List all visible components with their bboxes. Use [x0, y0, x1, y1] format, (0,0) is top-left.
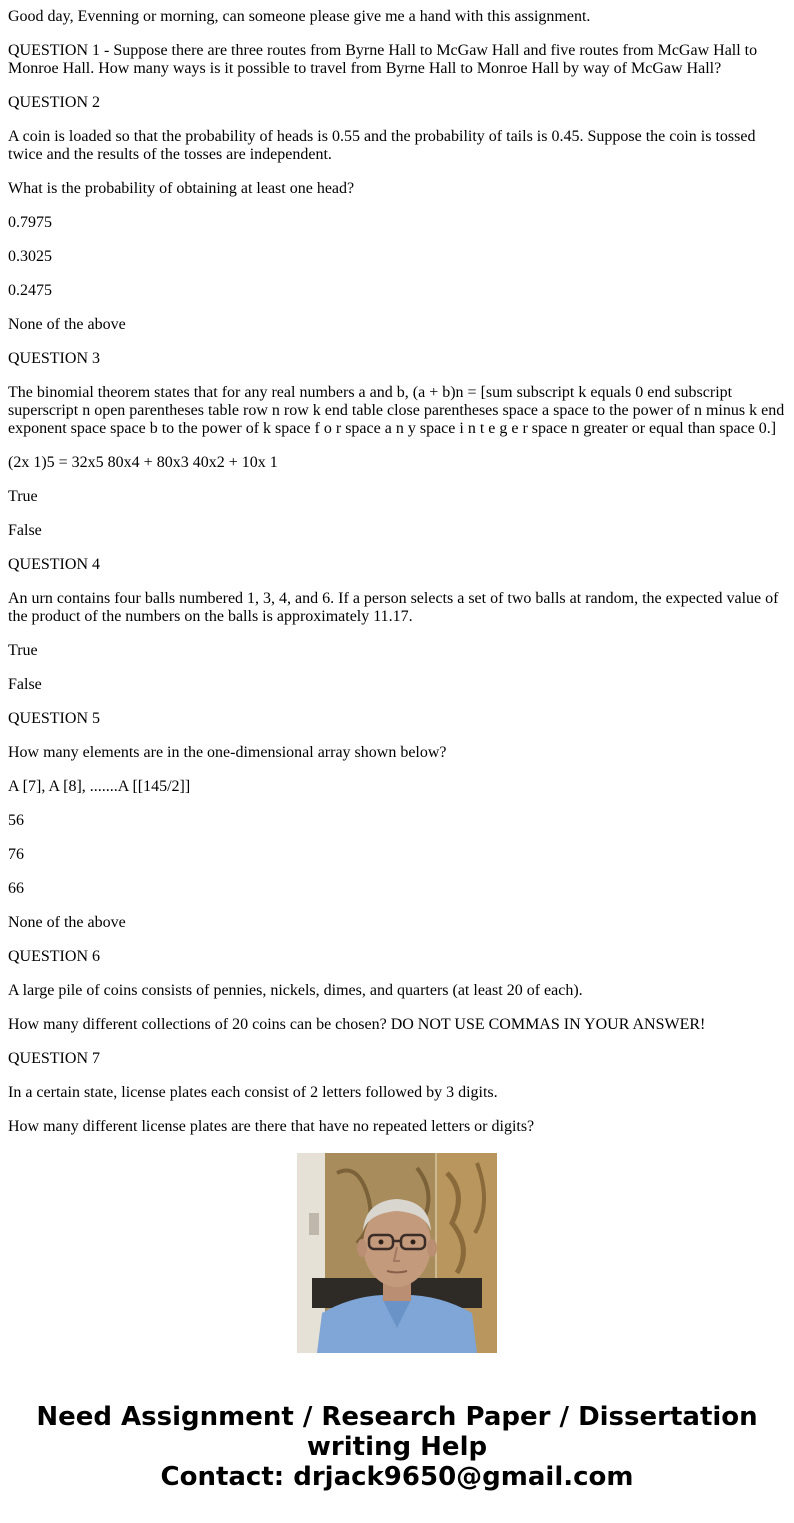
question-2-title: QUESTION 2 [8, 94, 100, 111]
question-2-option: None of the above [8, 316, 126, 333]
question-5-text: How many elements are in the one-dimensional array shown below? [8, 744, 447, 761]
question-3-title: QUESTION 3 [8, 350, 100, 367]
question-3-text: The binomial theorem states that for any real numbers a and b, (a + b)n = [sum subscript k equals 0 end subscript superscript n open parentheses table row n row k end table close parentheses space a space to the power of n minus k end exponent space space b to the power of k space f o r space a n y space i n t e g e r space n greater or equal than space 0.] [8, 384, 785, 437]
question-4-option: True [8, 642, 38, 659]
question-1-text: QUESTION 1 - Suppose there are three routes from Byrne Hall to McGaw Hall and five routes from McGaw Hall to Monroe Hall. How many ways is it possible to travel from Byrne Hall to Monroe Hall by way of McGaw Hall? [8, 42, 758, 77]
question-3-option: False [8, 522, 42, 539]
question-6-title: QUESTION 6 [8, 948, 100, 965]
question-2-ask: What is the probability of obtaining at least one head? [8, 180, 355, 197]
question-5-option: 66 [8, 880, 24, 897]
question-document [8, 0, 786, 1135]
question-2-text: A coin is loaded so that the probability of heads is 0.55 and the probability of tails is 0.45. Suppose the coin is tossed twice and the results of the tosses are independent. [8, 128, 756, 163]
question-4-text: An urn contains four balls numbered 1, 3, 4, and 6. If a person selects a set of two balls at random, the expected value of the product of the numbers on the balls is approximately 11.17. [8, 590, 779, 625]
question-2-option: 0.2475 [8, 282, 52, 299]
question-4-title: QUESTION 4 [8, 556, 100, 573]
question-2-option: 0.3025 [8, 248, 52, 265]
promo-banner [0, 1402, 794, 1492]
question-5-title: QUESTION 5 [8, 710, 100, 727]
question-7-title: QUESTION 7 [8, 1050, 100, 1067]
question-5-option: 76 [8, 846, 24, 863]
question-7-ask: How many different license plates are there that have no repeated letters or digits? [8, 1118, 535, 1135]
question-5-option: None of the above [8, 914, 126, 931]
question-5-option: 56 [8, 812, 24, 829]
expert-avatar [297, 1153, 497, 1353]
promo-contact: Contact: drjack9650@gmail.com [160, 1462, 634, 1492]
question-7-text: In a certain state, license plates each consist of 2 letters followed by 3 digits. [8, 1084, 498, 1101]
intro-text: Good day, Evenning or morning, can someone please give me a hand with this assignment. [8, 8, 591, 25]
question-4-option: False [8, 676, 42, 693]
person-portrait-icon [297, 1153, 497, 1353]
promo-headline: Need Assignment / Research Paper / Dissertation writing Help [36, 1402, 758, 1462]
question-3-expression: (2x 1)5 = 32x5 80x4 + 80x3 40x2 + 10x 1 [8, 454, 278, 471]
question-5-array: A [7], A [8], .......A [[145/2]] [8, 778, 191, 795]
question-2-option: 0.7975 [8, 214, 52, 231]
question-6-ask: How many different collections of 20 coins can be chosen? DO NOT USE COMMAS IN YOUR ANSWER! [8, 1016, 706, 1033]
question-3-option: True [8, 488, 38, 505]
question-6-text: A large pile of coins consists of pennies, nickels, dimes, and quarters (at least 20 of each). [8, 982, 583, 999]
